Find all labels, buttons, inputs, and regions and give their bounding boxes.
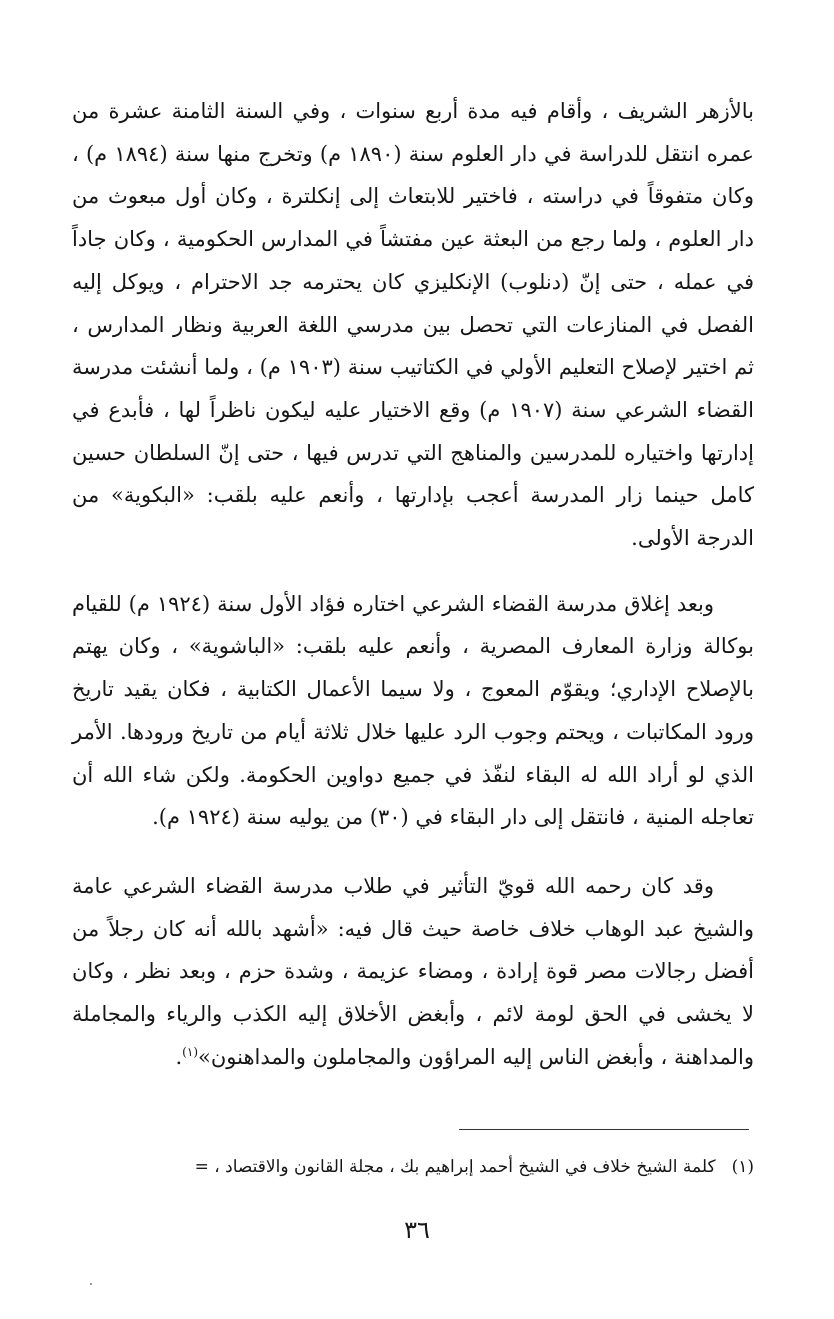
page-body bbox=[72, 90, 754, 1078]
paragraph-2: وبعد إغلاق مدرسة القضاء الشرعي اختاره فؤاد الأول سنة (١٩٢٤ م) للقيام بوكالة وزارة المعارف المصرية ، وأنعم عليه بلقب: «الباشوية» ، وكان يهتم بالإصلاح الإداري؛ ويقوّم المعوج ، ولا سيما الأعمال الكتابية ، فكان يقيد تاريخ ورود المكاتبات ، ويحتم وجوب الرد عليها خلال ثلاثة أيام من تاريخ ورودها. الأمر الذي لو أراد الله له البقاء لنفّذ في جميع دواوين الحكومة. ولكن شاء الله أن تعاجله المنية ، فانتقل إلى دار البقاء في (٣٠) من يوليه سنة (١٩٢٤ م). bbox=[72, 591, 754, 830]
footnote bbox=[72, 1152, 754, 1182]
page-number: ٣٦ bbox=[404, 1216, 430, 1244]
paragraph-3-text: وقد كان رحمه الله قويّ التأثير في طلاب مدرسة القضاء الشرعي عامة والشيخ عبد الوهاب خلاف خاصة حيث قال فيه: «أشهد بالله أنه كان رجلاً من أفضل رجالات مصر قوة إرادة ، ومضاء عزيمة ، وشدة حزم ، وبعد نظر ، وكان لا يخشى في الحق لومة لائم ، وأبغض الأخلاق إليه الكذب والرياء والمجاملة والمداهنة ، وأبغض الناس إليه المراؤون والمجاملون والمداهنون» bbox=[72, 873, 754, 1069]
footnote-number: (١) bbox=[731, 1157, 754, 1177]
footnote-text: كلمة الشيخ خلاف في الشيخ أحمد إبراهيم بك ، مجلة القانون والاقتصاد ، = bbox=[194, 1157, 716, 1177]
footnote-reference: (١) bbox=[182, 1044, 198, 1059]
paragraph-1: بالأزهر الشريف ، وأقام فيه مدة أربع سنوات ، وفي السنة الثامنة عشرة من عمره انتقل للدراسة في دار العلوم سنة (١٨٩٠ م) وتخرج منها سنة (١٨٩٤ م) ، وكان متفوقاً في دراسته ، فاختير للابتعاث إلى إنكلترة ، وكان أول مبعوث من دار العلوم ، ولما رجع من البعثة عين مفتشاً في المدارس الحكومية ، وكان جاداً في عمله ، حتى إنّ (دنلوب) الإنكليزي كان يحترمه جد الاحترام ، ويوكل إليه الفصل في المنازعات التي تحصل بين مدرسي اللغة العربية ونظار المدارس ، ثم اختير لإصلاح التعليم الأولي في الكتاتيب سنة (١٩٠٣ م) ، ولما أنشئت مدرسة القضاء الشرعي سنة (١٩٠٧ م) وقع الاختيار عليه ليكون ناظراً لها ، فأبدع في إدارتها واختياره للمدرسين والمناهج التي تدرس فيها ، حتى إنّ السلطان حسين كامل حينما زار المدرسة أعجب بإدارتها ، وأنعم عليه بلقب: «البكوية» من الدرجة الأولى. bbox=[72, 99, 755, 551]
paragraph-3-end: . bbox=[175, 1044, 183, 1069]
paragraph-3 bbox=[72, 865, 754, 1079]
scan-speck bbox=[90, 1283, 92, 1285]
footnote-divider bbox=[459, 1129, 749, 1130]
